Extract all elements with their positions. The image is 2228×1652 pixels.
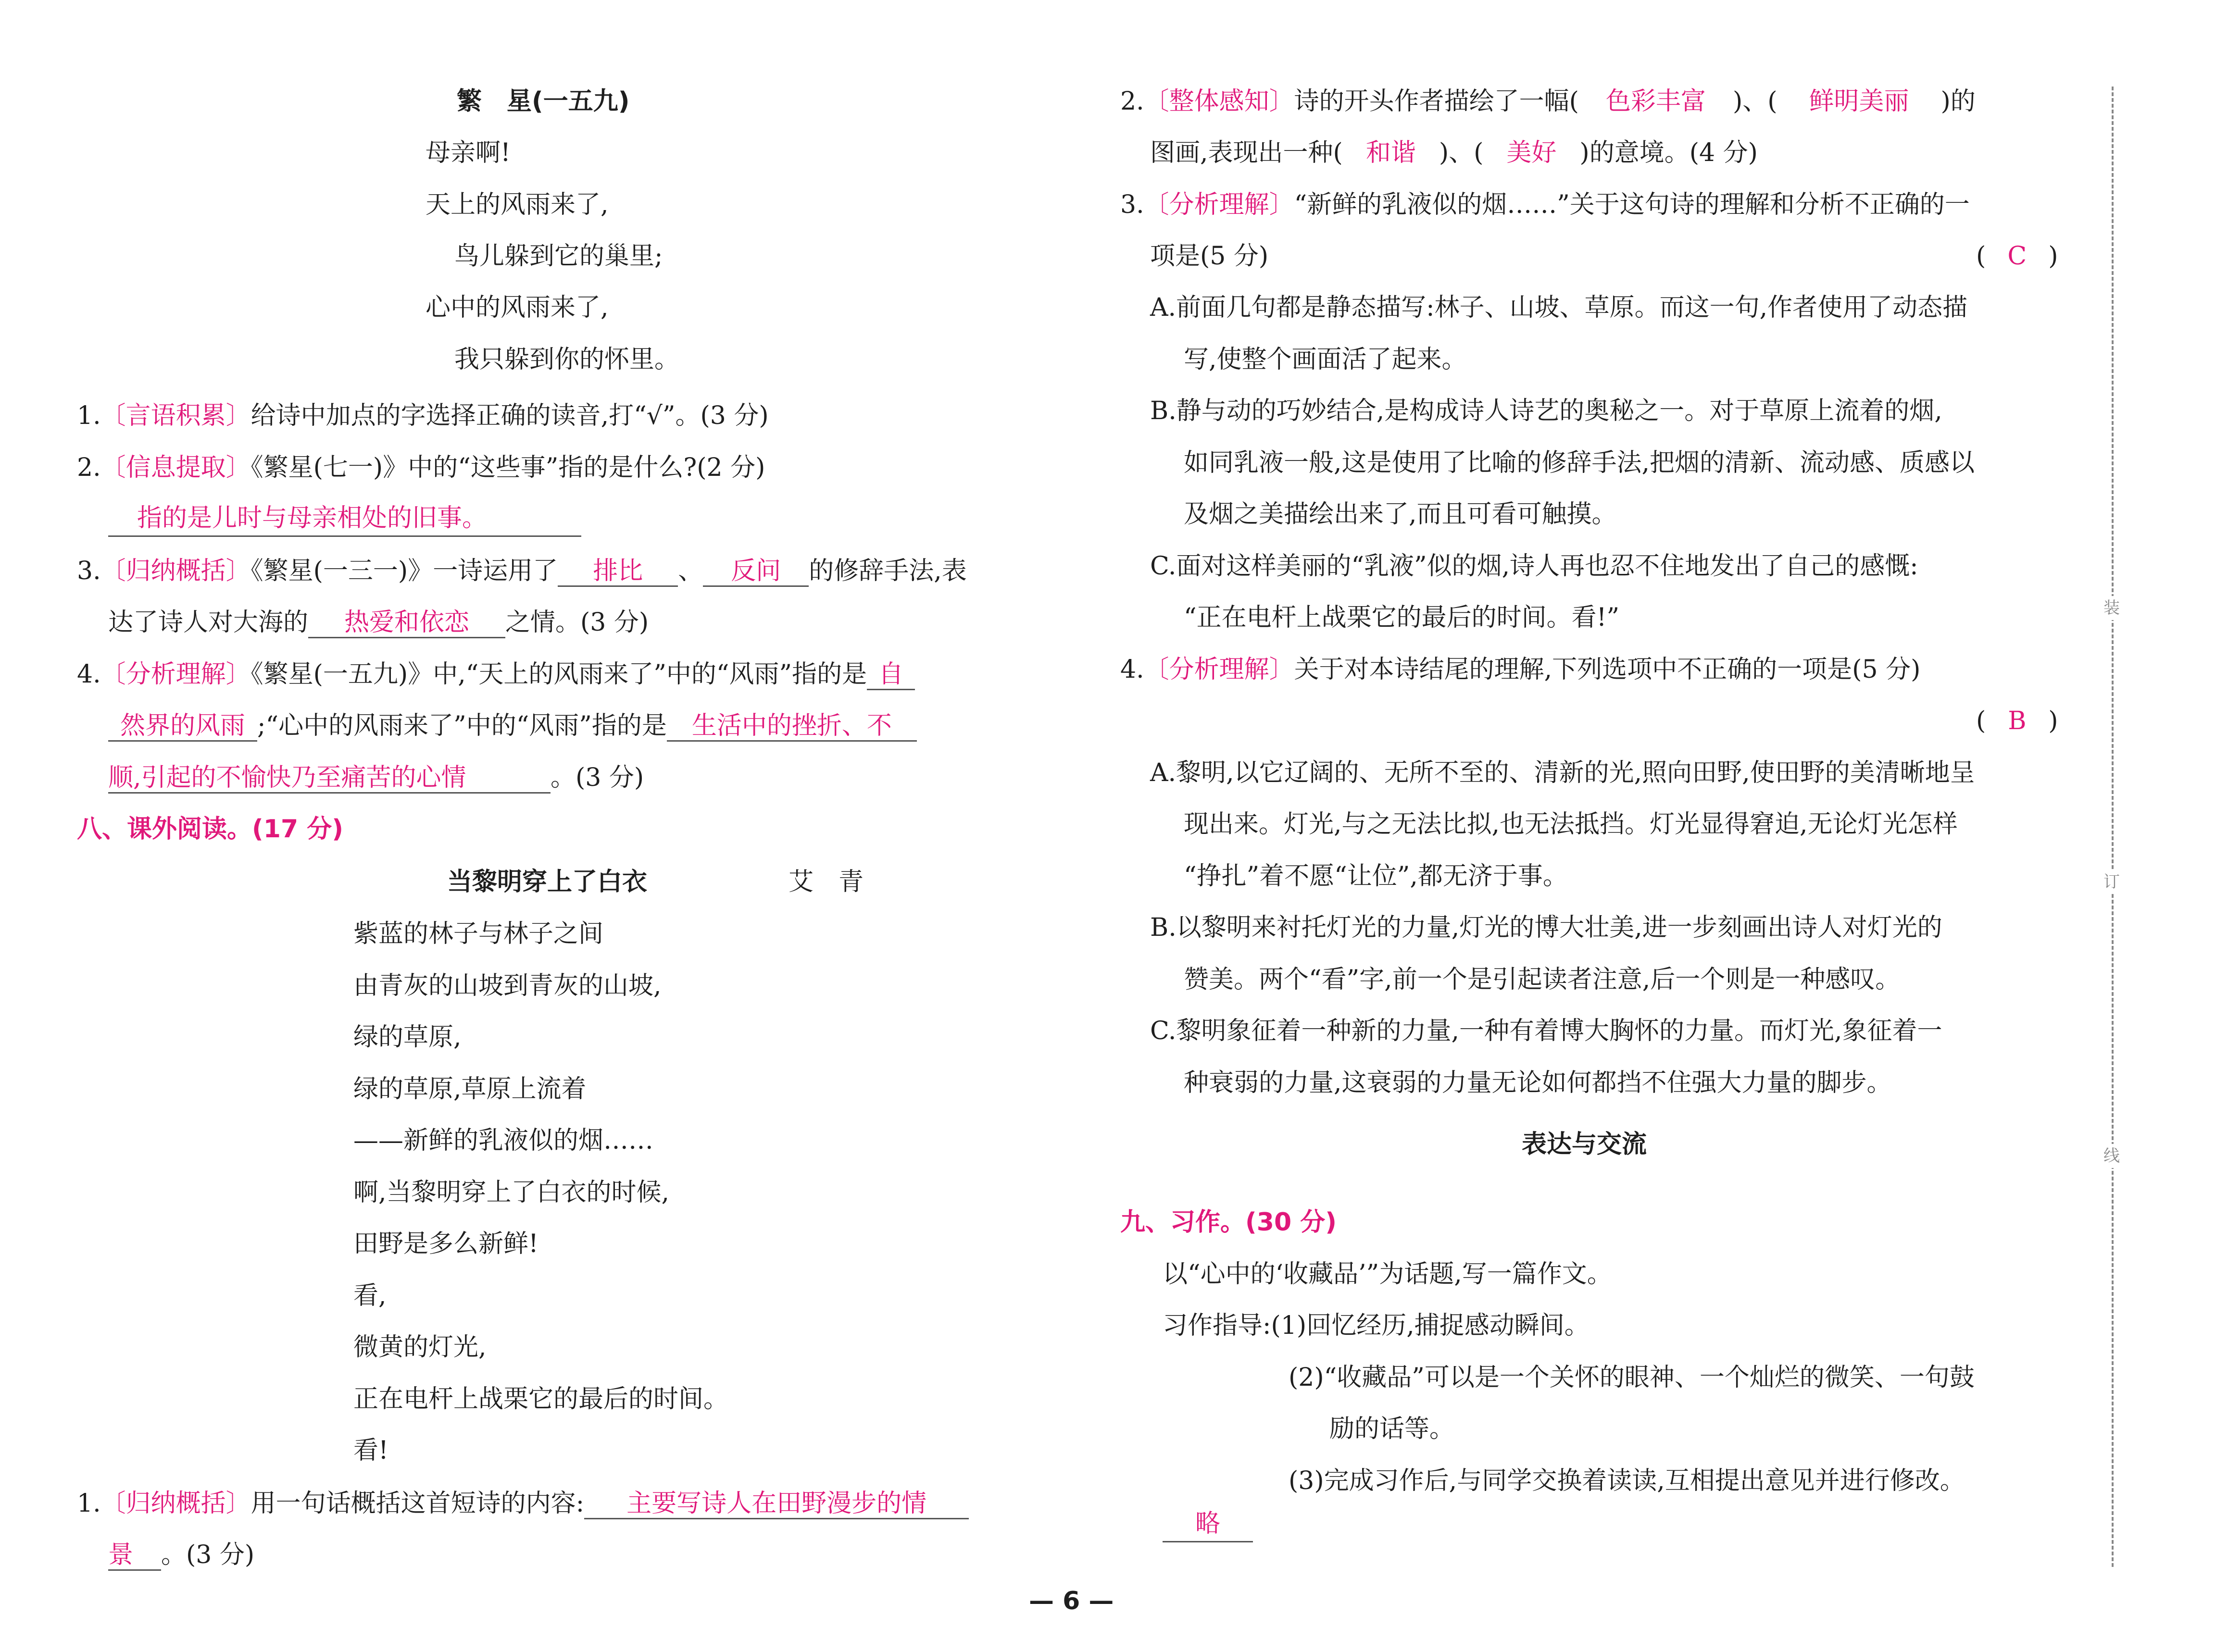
poem2-line: 正在电杆上战栗它的最后的时间。: [353, 1385, 729, 1414]
question-tag: 〔分析理解〕: [1144, 655, 1294, 684]
question-number: 2.: [77, 453, 101, 482]
option[interactable]: [1150, 912, 1942, 944]
option[interactable]: [1150, 1015, 1942, 1047]
option[interactable]: [1150, 395, 1942, 427]
question-8-1: [77, 1488, 969, 1519]
answer-blank[interactable]: 然界的风雨: [108, 711, 257, 742]
poem1-line: 母亲啊!: [426, 138, 511, 167]
option-text: 黎明,以它辽阔的、无所不至的、清新的光,照向田野,使田野的美清晰地呈: [1176, 758, 1975, 787]
question-tag: 〔言语积累〕: [100, 401, 251, 430]
option-cont: 赞美。两个“看”字,前一个是引起读者注意,后一个则是一种感叹。: [1184, 965, 1901, 994]
poem1-line: 心中的风雨来了,: [426, 293, 609, 322]
question-tag: 〔归纳概括〕: [100, 1489, 251, 1518]
answer-text[interactable]: 鲜明美丽: [1809, 87, 1909, 116]
option[interactable]: [1150, 550, 1918, 582]
question-3: [77, 555, 967, 587]
question-text: 的修辞手法,表: [809, 557, 967, 585]
question-text: 达了诗人对大海的: [108, 608, 309, 637]
poem2-line: 绿的草原,: [353, 1023, 462, 1052]
answer-blank[interactable]: 顺,引起的不愉快乃至痛苦的心情: [108, 763, 551, 794]
answer-blank[interactable]: 景: [108, 1540, 161, 1571]
poem1-title: 繁 星(一五九): [457, 87, 630, 116]
question-4-cont: [108, 762, 644, 794]
separator: 、: [678, 557, 703, 585]
answer-text[interactable]: 和谐: [1365, 138, 1416, 167]
answer-blank[interactable]: 排比: [558, 557, 678, 587]
composition-prompt: 以“心中的‘收藏品’”为话题,写一篇作文。: [1163, 1260, 1612, 1289]
question-number: 4.: [77, 660, 101, 689]
page-number: — 6 —: [1029, 1587, 1114, 1615]
question-r3-cont: 项是(5 分): [1150, 242, 1269, 271]
answer-line[interactable]: 指的是儿时与母亲相处的旧事。: [108, 504, 581, 537]
option-letter: B.: [1150, 913, 1177, 942]
question-r3: [1120, 189, 1970, 221]
section-8-heading: 八、课外阅读。(17 分): [77, 815, 343, 844]
binding-line: [2112, 87, 2114, 1567]
poem2-line: ——新鲜的乳液似的烟……: [353, 1126, 654, 1155]
poem2-title: 当黎明穿上了白衣: [447, 868, 648, 896]
guide-line: (2)“收藏品”可以是一个关怀的眼神、一个灿烂的微笑、一句鼓: [1289, 1363, 1975, 1392]
option-cont: 如同乳液一般,这是使用了比喻的修辞手法,把烟的清新、流动感、质感以: [1184, 448, 1975, 477]
option-letter: B.: [1150, 397, 1177, 425]
poem2-line: 微黄的灯光,: [353, 1333, 487, 1362]
answer-text[interactable]: 色彩丰富: [1605, 87, 1706, 116]
answer-blank[interactable]: 反问: [703, 557, 809, 587]
option-text: 面对这样美丽的“乳液”似的烟,诗人再也忍不住地发出了自己的感慨:: [1176, 552, 1918, 581]
question-text: 。(3 分): [551, 763, 644, 792]
guide-label: 习作指导:: [1163, 1311, 1271, 1340]
option-text: 前面几句都是静态描写:林子、山坡、草原。而这一句,作者使用了动态描: [1176, 293, 1968, 322]
option-letter: C.: [1150, 1017, 1177, 1045]
question-2: [77, 452, 765, 484]
question-3-cont: [108, 607, 649, 638]
question-text: 给诗中加点的字选择正确的读音,打“√”。(3 分): [250, 401, 769, 430]
option-letter: A.: [1150, 293, 1177, 322]
question-text: 。(3 分): [161, 1540, 255, 1569]
option-text: 黎明象征着一种新的力量,一种有着博大胸怀的力量。而灯光,象征着一: [1176, 1017, 1942, 1045]
question-1: [77, 400, 769, 432]
question-tag: 〔信息提取〕: [100, 453, 251, 482]
question-text: 之情。(3 分): [505, 608, 649, 637]
section-9-heading: 九、习作。(30 分): [1120, 1208, 1337, 1237]
question-text: “新鲜的乳液似的烟……”关于这句诗的理解和分析不正确的一: [1294, 190, 1970, 219]
answer-choice: B: [2008, 707, 2027, 735]
question-text: 《繁星(一三一)》一诗运用了: [250, 557, 558, 585]
option-text: 以黎明来衬托灯光的力量,灯光的博大壮美,进一步刻画出诗人对灯光的: [1176, 913, 1942, 942]
poem2-line: 田野是多么新鲜!: [353, 1230, 538, 1258]
question-text: 《繁星(七一)》中的“这些事”指的是什么?(2 分): [250, 453, 765, 482]
question-text: )、(: [1732, 87, 1777, 116]
question-number: 1.: [77, 401, 101, 430]
question-number: 3.: [77, 557, 101, 585]
answer-bracket[interactable]: ( C ): [1976, 240, 2058, 272]
question-4-cont: [108, 710, 917, 742]
section-heading: 表达与交流: [1522, 1130, 1647, 1159]
poem2-line: 紫蓝的林子与林子之间: [353, 919, 604, 948]
option-cont: 及烟之美描绘出来了,而且可看可触摸。: [1184, 500, 1617, 529]
question-number: 3.: [1120, 190, 1144, 219]
poem1-line: 我只躲到你的怀里。: [454, 345, 680, 374]
option-cont: “挣扎”着不愿“让位”,都无济于事。: [1184, 862, 1568, 891]
option-text: 静与动的巧妙结合,是构成诗人诗艺的奥秘之一。对于草原上流着的烟,: [1176, 397, 1942, 425]
answer-blank[interactable]: 主要写诗人在田野漫步的情: [584, 1489, 969, 1519]
poem2-line: 啊,当黎明穿上了白衣的时候,: [353, 1178, 670, 1207]
binding-label: 装: [2100, 596, 2124, 620]
poem2-line: 由青灰的山坡到青灰的山坡,: [353, 971, 662, 1000]
binding-label: 订: [2100, 870, 2124, 894]
guide-line: [1163, 1310, 1590, 1341]
question-number: 2.: [1120, 87, 1144, 116]
guide-text: (1)回忆经历,捕捉感动瞬间。: [1271, 1311, 1590, 1340]
answer-blank[interactable]: 生活中的挫折、不: [667, 711, 917, 742]
question-text: ;“心中的风雨来了”中的“风雨”指的是: [257, 711, 667, 740]
question-tag: 〔分析理解〕: [100, 660, 251, 689]
guide-line: (3)完成习作后,与同学交换着读读,互相提出意见并进行修改。: [1289, 1466, 1965, 1495]
question-text: )的: [1940, 87, 1976, 116]
option-cont: 现出来。灯光,与之无法比拟,也无法抵挡。灯光显得窘迫,无论灯光怎样: [1184, 810, 1958, 839]
poem2-line: 绿的草原,草原上流着: [353, 1075, 587, 1104]
question-text: 关于对本诗结尾的理解,下列选项中不正确的一项是(5 分): [1294, 655, 1921, 684]
option-cont: 写,使整个画面活了起来。: [1184, 345, 1467, 374]
option-letter: A.: [1150, 758, 1177, 787]
poem2-line: 看,: [353, 1281, 387, 1310]
answer-bracket[interactable]: ( B ): [1976, 705, 2058, 737]
question-number: 4.: [1120, 655, 1144, 684]
guide-line: 励的话等。: [1329, 1415, 1455, 1443]
question-text: )、(: [1439, 138, 1484, 167]
question-text: 《繁星(一五九)》中,“天上的风雨来了”中的“风雨”指的是: [250, 660, 867, 689]
poem2-author: 艾 青: [789, 868, 864, 896]
composition-answer[interactable]: 略: [1163, 1509, 1253, 1542]
option[interactable]: [1150, 292, 1967, 323]
question-tag: 〔分析理解〕: [1144, 190, 1294, 219]
answer-choice: C: [2007, 242, 2027, 271]
question-number: 1.: [77, 1489, 101, 1518]
poem1-line: 鸟儿躲到它的巢里;: [454, 242, 663, 271]
question-text: 诗的开头作者描绘了一幅(: [1294, 87, 1579, 116]
question-r2: [1120, 86, 1976, 117]
binding-label: 线: [2100, 1144, 2124, 1168]
question-text: )的意境。(4 分): [1579, 138, 1758, 167]
question-r4: [1120, 654, 1920, 685]
poem2-line: 看!: [353, 1436, 388, 1465]
question-text: 图画,表现出一种(: [1150, 138, 1343, 167]
question-tag: 〔整体感知〕: [1144, 87, 1294, 116]
option-cont: 种衰弱的力量,这衰弱的力量无论如何都挡不住强大力量的脚步。: [1184, 1068, 1892, 1097]
question-4: [77, 658, 915, 690]
question-tag: 〔归纳概括〕: [100, 557, 251, 585]
option[interactable]: [1150, 757, 1975, 789]
question-8-1-cont: [108, 1539, 254, 1571]
option-letter: C.: [1150, 552, 1177, 581]
option-cont: “正在电杆上战栗它的最后的时间。看!”: [1184, 603, 1620, 632]
question-r2-cont: [1150, 137, 1758, 169]
answer-blank[interactable]: 热爱和依恋: [308, 608, 505, 638]
answer-blank[interactable]: 自: [867, 660, 915, 690]
question-text: 用一句话概括这首短诗的内容:: [250, 1489, 585, 1518]
poem1-line: 天上的风雨来了,: [426, 190, 609, 219]
answer-text[interactable]: 美好: [1506, 138, 1557, 167]
